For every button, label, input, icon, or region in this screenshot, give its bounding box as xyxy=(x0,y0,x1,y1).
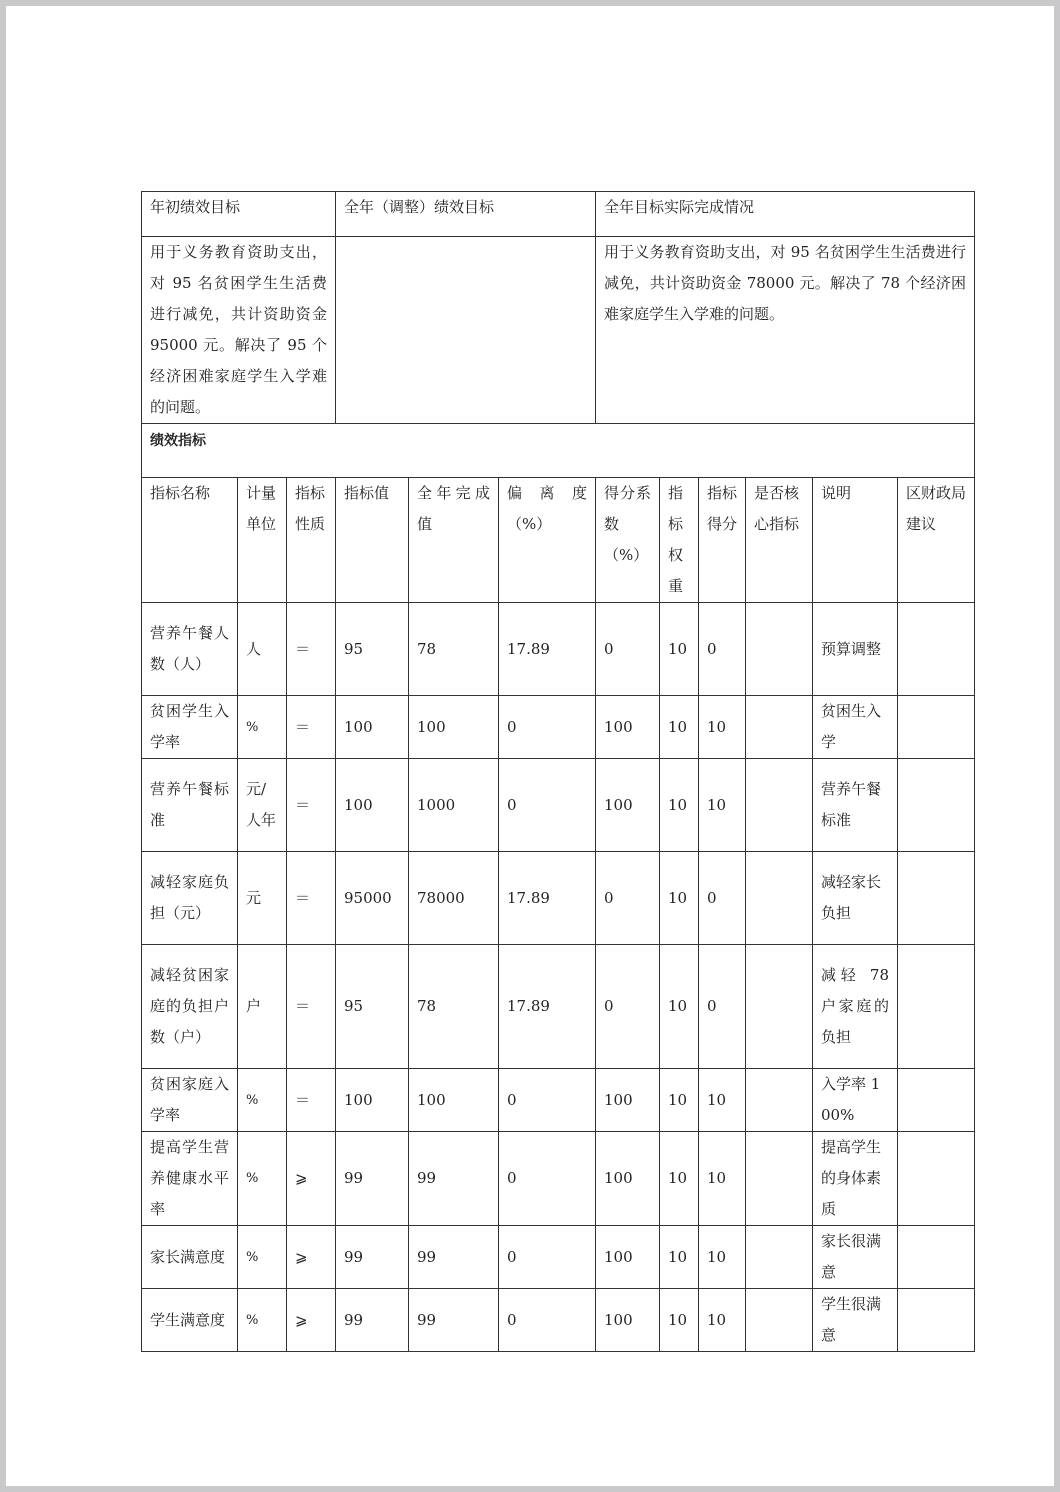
indicator-unit: 户 xyxy=(238,945,287,1069)
indicator-coef: 100 xyxy=(596,696,660,759)
col-header-nature: 指标性质 xyxy=(287,478,336,603)
indicator-unit: % xyxy=(238,1132,287,1226)
indicator-deviation: 0 xyxy=(499,696,596,759)
indicator-advice xyxy=(898,1226,975,1289)
indicator-unit: 人 xyxy=(238,603,287,696)
indicator-score: 10 xyxy=(699,1289,746,1352)
indicator-name: 家长满意度 xyxy=(142,1226,238,1289)
col-header-weight: 指标权重 xyxy=(660,478,699,603)
indicator-deviation: 17.89 xyxy=(499,603,596,696)
indicator-nature: ＝ xyxy=(287,696,336,759)
table-row xyxy=(142,945,975,1069)
indicator-core xyxy=(746,759,813,852)
indicator-value: 95000 xyxy=(336,852,409,945)
indicator-deviation: 0 xyxy=(499,759,596,852)
indicator-name: 营养午餐人数（人） xyxy=(142,603,238,696)
indicator-note: 减轻 78 户家庭的负担 xyxy=(813,945,898,1069)
indicator-weight: 10 xyxy=(660,945,699,1069)
indicator-deviation: 0 xyxy=(499,1289,596,1352)
indicator-advice xyxy=(898,945,975,1069)
col-header-value: 指标值 xyxy=(336,478,409,603)
indicator-weight: 10 xyxy=(660,1132,699,1226)
indicator-coef: 100 xyxy=(596,759,660,852)
goals-content-row xyxy=(142,237,975,424)
indicator-coef: 0 xyxy=(596,603,660,696)
indicator-score: 0 xyxy=(699,945,746,1069)
indicator-note: 提高学生的身体素质 xyxy=(813,1132,898,1226)
indicator-done: 78 xyxy=(409,945,499,1069)
document-page xyxy=(6,6,1054,1486)
indicator-weight: 10 xyxy=(660,852,699,945)
col-header-unit: 计量单位 xyxy=(238,478,287,603)
table-row xyxy=(142,603,975,696)
indicator-coef: 100 xyxy=(596,1069,660,1132)
indicator-core xyxy=(746,696,813,759)
indicator-value: 100 xyxy=(336,1069,409,1132)
indicator-nature: ＝ xyxy=(287,852,336,945)
indicator-score: 10 xyxy=(699,1069,746,1132)
indicator-core xyxy=(746,603,813,696)
indicator-advice xyxy=(898,696,975,759)
indicator-note: 入学率 100% xyxy=(813,1069,898,1132)
indicator-name: 贫困家庭入学率 xyxy=(142,1069,238,1132)
indicator-unit: % xyxy=(238,1289,287,1352)
indicator-deviation: 0 xyxy=(499,1226,596,1289)
indicator-core xyxy=(746,1069,813,1132)
performance-table xyxy=(141,191,975,1352)
indicator-done: 78 xyxy=(409,603,499,696)
indicator-value: 95 xyxy=(336,603,409,696)
indicator-unit: % xyxy=(238,1069,287,1132)
indicator-weight: 10 xyxy=(660,1289,699,1352)
indicator-note: 学生很满意 xyxy=(813,1289,898,1352)
indicator-nature: ＝ xyxy=(287,603,336,696)
indicator-name: 学生满意度 xyxy=(142,1289,238,1352)
indicator-advice xyxy=(898,759,975,852)
indicator-nature: ＝ xyxy=(287,1069,336,1132)
indicator-done: 99 xyxy=(409,1289,499,1352)
goal-actual-text: 用于义务教育资助支出，对 95 名贫困学生生活费进行减免，共计资助资金 78000 元。解决了 78 个经济困难家庭学生入学难的问题。 xyxy=(596,237,975,424)
column-header-row xyxy=(142,478,975,603)
indicator-unit: % xyxy=(238,696,287,759)
indicator-nature: ＝ xyxy=(287,945,336,1069)
indicator-score: 10 xyxy=(699,759,746,852)
col-header-done: 全年完成值 xyxy=(409,478,499,603)
indicator-name: 营养午餐标准 xyxy=(142,759,238,852)
indicator-weight: 10 xyxy=(660,1069,699,1132)
indicator-core xyxy=(746,1132,813,1226)
col-header-note: 说明 xyxy=(813,478,898,603)
indicator-core xyxy=(746,1289,813,1352)
indicator-note: 营养午餐标准 xyxy=(813,759,898,852)
goal-initial-text: 用于义务教育资助支出，对 95 名贫困学生生活费进行减免，共计资助资金 95000 元。解决了 95 个经济困难家庭学生入学难的问题。 xyxy=(142,237,336,424)
indicator-score: 10 xyxy=(699,696,746,759)
indicator-done: 100 xyxy=(409,1069,499,1132)
indicator-done: 78000 xyxy=(409,852,499,945)
indicator-advice xyxy=(898,603,975,696)
indicator-advice xyxy=(898,1069,975,1132)
indicator-core xyxy=(746,945,813,1069)
indicator-coef: 0 xyxy=(596,852,660,945)
indicator-weight: 10 xyxy=(660,696,699,759)
indicator-note: 预算调整 xyxy=(813,603,898,696)
goal-adjusted-text xyxy=(336,237,596,424)
indicator-coef: 100 xyxy=(596,1132,660,1226)
indicator-score: 10 xyxy=(699,1226,746,1289)
indicator-nature: ⩾ xyxy=(287,1226,336,1289)
goal-header-adjusted: 全年（调整）绩效目标 xyxy=(336,192,596,237)
section-title-row xyxy=(142,424,975,478)
indicator-value: 100 xyxy=(336,696,409,759)
goal-header-actual: 全年目标实际完成情况 xyxy=(596,192,975,237)
indicator-value: 99 xyxy=(336,1132,409,1226)
table-row xyxy=(142,1069,975,1132)
indicator-weight: 10 xyxy=(660,759,699,852)
table-row xyxy=(142,1289,975,1352)
goals-header-row xyxy=(142,192,975,237)
indicator-done: 99 xyxy=(409,1226,499,1289)
col-header-core: 是否核心指标 xyxy=(746,478,813,603)
indicator-unit: % xyxy=(238,1226,287,1289)
indicator-score: 0 xyxy=(699,852,746,945)
table-row xyxy=(142,696,975,759)
indicator-name: 提高学生营养健康水平率 xyxy=(142,1132,238,1226)
indicator-value: 99 xyxy=(336,1226,409,1289)
col-header-deviation: 偏离度（%） xyxy=(499,478,596,603)
indicator-coef: 100 xyxy=(596,1289,660,1352)
indicator-nature: ＝ xyxy=(287,759,336,852)
indicator-coef: 100 xyxy=(596,1226,660,1289)
indicator-deviation: 0 xyxy=(499,1132,596,1226)
indicator-coef: 0 xyxy=(596,945,660,1069)
indicator-name: 贫困学生入学率 xyxy=(142,696,238,759)
indicator-name: 减轻贫困家庭的负担户数（户） xyxy=(142,945,238,1069)
indicator-deviation: 0 xyxy=(499,1069,596,1132)
table-row xyxy=(142,1132,975,1226)
indicator-unit: 元/人年 xyxy=(238,759,287,852)
indicator-advice xyxy=(898,1289,975,1352)
col-header-advice: 区财政局建议 xyxy=(898,478,975,603)
indicator-advice xyxy=(898,1132,975,1226)
section-title: 绩效指标 xyxy=(142,424,975,478)
table-row xyxy=(142,852,975,945)
indicator-name: 减轻家庭负担（元） xyxy=(142,852,238,945)
indicator-score: 10 xyxy=(699,1132,746,1226)
col-header-coef: 得分系数（%） xyxy=(596,478,660,603)
indicator-note: 家长很满意 xyxy=(813,1226,898,1289)
indicator-value: 100 xyxy=(336,759,409,852)
indicator-unit: 元 xyxy=(238,852,287,945)
indicator-advice xyxy=(898,852,975,945)
col-header-name: 指标名称 xyxy=(142,478,238,603)
goal-header-initial: 年初绩效目标 xyxy=(142,192,336,237)
indicator-weight: 10 xyxy=(660,603,699,696)
indicator-done: 99 xyxy=(409,1132,499,1226)
indicator-note: 减轻家长负担 xyxy=(813,852,898,945)
indicator-done: 1000 xyxy=(409,759,499,852)
col-header-score: 指标得分 xyxy=(699,478,746,603)
indicator-score: 0 xyxy=(699,603,746,696)
indicator-nature: ⩾ xyxy=(287,1132,336,1226)
indicator-deviation: 17.89 xyxy=(499,852,596,945)
indicator-weight: 10 xyxy=(660,1226,699,1289)
indicator-value: 95 xyxy=(336,945,409,1069)
indicator-deviation: 17.89 xyxy=(499,945,596,1069)
indicator-done: 100 xyxy=(409,696,499,759)
table-row xyxy=(142,759,975,852)
indicator-core xyxy=(746,1226,813,1289)
indicator-core xyxy=(746,852,813,945)
indicator-nature: ⩾ xyxy=(287,1289,336,1352)
indicator-note: 贫困生入学 xyxy=(813,696,898,759)
table-row xyxy=(142,1226,975,1289)
indicator-value: 99 xyxy=(336,1289,409,1352)
